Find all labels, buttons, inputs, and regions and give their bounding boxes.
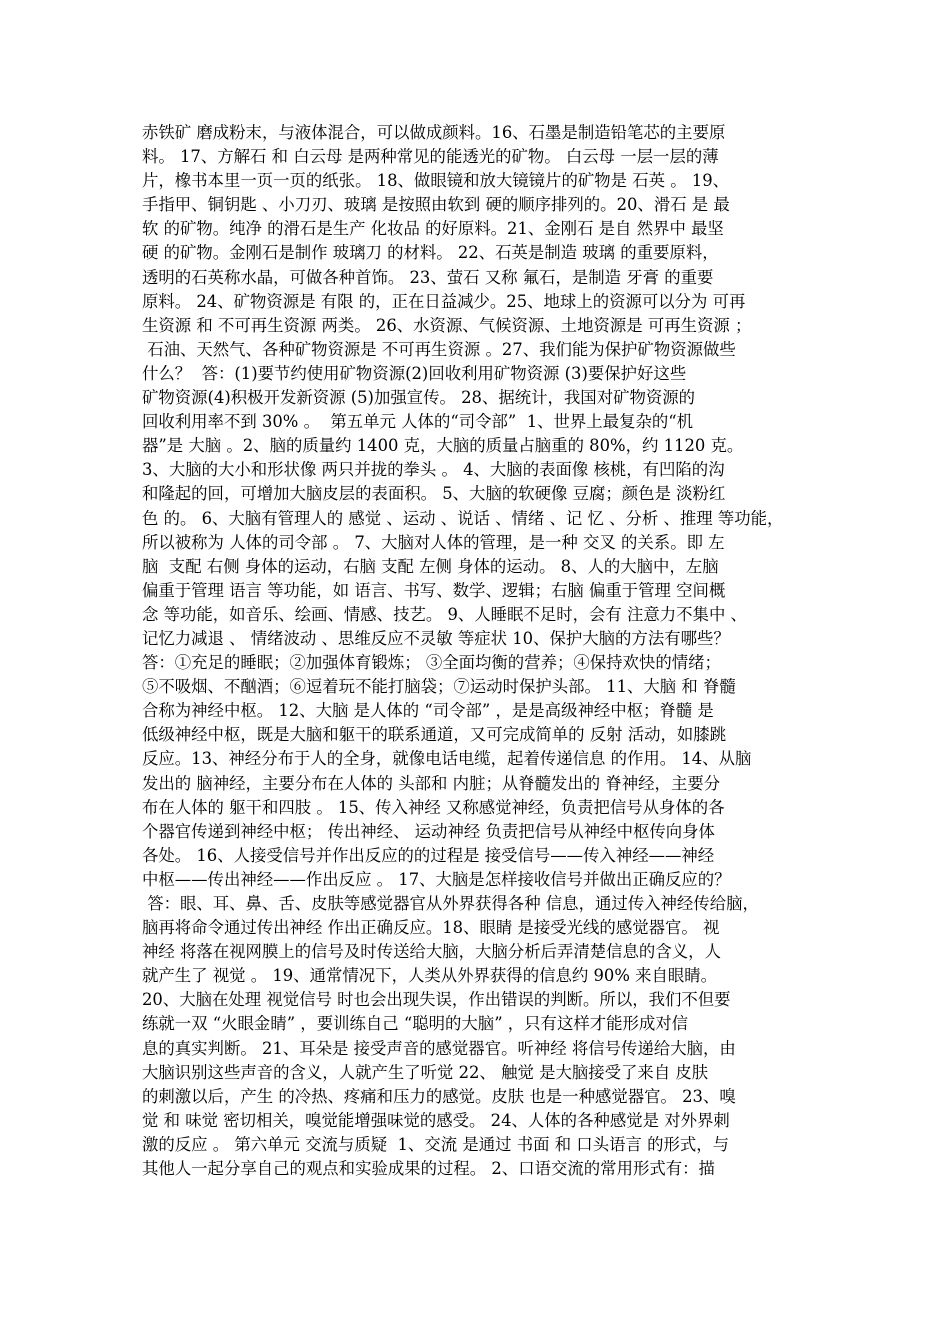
text-line: 记忆力减退 、 情绪波动 、思维反应不灵敏 等症状 10、保护大脑的方法有哪些？ — [142, 628, 730, 648]
text-line: 原料。 24、矿物资源是 有限 的，正在日益减少。25、地球上的资源可以分为 可再 — [142, 291, 746, 311]
text-line: 手指甲、铜钥匙 、小刀刃、玻璃 是按照由软到 硬的顺序排列的。20、滑石 是 最 — [142, 195, 730, 215]
body-text — [142, 121, 814, 1181]
text-line: 发出的 脑神经，主要分布在人体的 头部和 内脏；从脊髓发出的 脊神经，主要分 — [142, 773, 721, 793]
text-line: 个器官传递到神经中枢； 传出神经、 运动神经 负责把信号从神经中枢传向身体 — [142, 821, 715, 841]
text-line: 就产生了 视觉 。 19、通常情况下，人类从外界获得的信息约 90% 来自眼睛。 — [142, 966, 718, 986]
text-line: 生资源 和 不可再生资源 两类。 26、水资源、气候资源、土地资源是 可再生资源 ； — [142, 315, 752, 335]
text-line: 念 等功能，如音乐、绘画、情感、技艺。 9、人睡眠不足时，会有 注意力不集中 、 — [142, 604, 747, 624]
text-line: 软 的矿物。纯净 的滑石是生产 化妆品 的好原料。21、金刚石 是自 然界中 最坚 — [142, 219, 724, 239]
text-line: 脑 支配 右侧 身体的运动，右脑 支配 左侧 身体的运动。 8、人的大脑中，左脑 — [142, 556, 719, 576]
text-line: 合称为神经中枢。 12、大脑 是人体的 “司令部” ，是是高级神经中枢；脊髓 是 — [142, 701, 714, 721]
text-line: 练就一双 “火眼金睛” ，要训练自己 “聪明的大脑” ，只有这样才能形成对信 — [142, 1014, 689, 1034]
text-line: 和隆起的回，可增加大脑皮层的表面积。 5、大脑的软硬像 豆腐；颜色是 淡粉红 — [142, 484, 726, 504]
text-line: ⑤不吸烟、不酗酒；⑥逗着玩不能打脑袋；⑦运动时保护头部。 11、大脑 和 脊髓 — [142, 677, 736, 697]
text-line: 脑再将命令通过传出神经 作出正确反应。18、眼睛 是接受光线的感觉器官。 视 — [142, 918, 720, 938]
text-line: 激的反应 。 第六单元 交流与质疑 1、交流 是通过 书面 和 口头语言 的形式，与 — [142, 1134, 730, 1154]
text-line: 透明的石英称水晶，可做各种首饰。 23、萤石 又称 氟石，是制造 牙膏 的重要 — [142, 267, 714, 287]
text-line: 低级神经中枢，既是大脑和躯干的联系通道，又可完成简单的 反射 活动，如膝跳 — [142, 725, 727, 745]
text-line: 答：①充足的睡眠；②加强体育锻炼； ③全面均衡的营养；④保持欢快的情绪； — [142, 653, 721, 673]
text-line: 神经 将落在视网膜上的信号及时传送给大脑，大脑分析后弄清楚信息的含义，人 — [142, 942, 721, 962]
text-line: 布在人体的 躯干和四肢 。 15、传入神经 又称感觉神经，负责把信号从身体的各 — [142, 797, 725, 817]
text-line: 中枢——传出神经——作出反应 。 17、大脑是怎样接收信号并做出正确反应的？ — [142, 869, 731, 889]
text-line: 器”是 大脑 。2、脑的质量约 1400 克，大脑的质量占脑重的 80%，约 1120 克。 — [142, 436, 744, 456]
text-line: 的刺激以后，产生 的冷热、疼痛和压力的感觉。皮肤 也是一种感觉器官。 23、嗅 — [142, 1086, 736, 1106]
text-line: 答：眼、耳、鼻、舌、皮肤等感觉器官从外界获得各种 信息，通过传入神经传给脑， — [142, 894, 759, 913]
text-line: 大脑识别这些声音的含义，人就产生了听觉 22、 触觉 是大脑接受了来自 皮肤 — [142, 1062, 709, 1082]
text-line: 硬 的矿物。金刚石是制作 玻璃刀 的材料。 22、石英是制造 玻璃 的重要原料， — [142, 243, 719, 263]
text-line: 反应。13、神经分布于人的全身，就像电话电缆，起着传递信息 的作用。 14、从脑 — [142, 749, 752, 769]
text-line: 觉 和 味觉 密切相关，嗅觉能增强味觉的感受。 24、人体的各种感觉是 对外界刺 — [142, 1110, 730, 1130]
text-line: 息的真实判断。 21、耳朵是 接受声音的感觉器官。听神经 将信号传递给大脑，由 — [142, 1038, 736, 1058]
text-line: 赤铁矿 磨成粉末，与液体混合，可以做成颜料。16、石墨是制造铅笔芯的主要原 — [142, 123, 726, 142]
text-line: 3、大脑的大小和形状像 两只并拢的拳头 。 4、大脑的表面像 核桃，有凹陷的沟 — [142, 460, 725, 480]
text-line: 片，橡书本里一页一页的纸张。 18、做眼镜和放大镜镜片的矿物是 石英 。 19、 — [142, 171, 730, 191]
text-line: 回收利用率不到 30% 。 第五单元 人体的“司令部” 1、世界上最复杂的“机 — [142, 412, 694, 432]
text-line: 其他人一起分享自己的观点和实验成果的过程。 2、口语交流的常用形式有：描 — [142, 1159, 715, 1179]
text-line: 料。 17、方解石 和 白云母 是两种常见的能透光的矿物。 白云母 一层一层的薄 — [142, 147, 719, 167]
text-line: 各处。 16、人接受信号并作出反应的的过程是 接受信号——传入神经——神经 — [142, 845, 715, 865]
text-line: 偏重于管理 语言 等功能，如 语言、书写、数学、逻辑；右脑 偏重于管理 空间概 — [142, 580, 726, 600]
text-line: 什么？ 答：(1)要节约使用矿物资源(2)回收利用矿物资源 (3)要保护好这些 — [142, 363, 687, 383]
text-line: 所以被称为 人体的司令部 。 7、大脑对人体的管理，是一种 交叉 的关系。即 左 — [142, 532, 725, 552]
text-line: 20、大脑在处理 视觉信号 时也会出现失误，作出错误的判断。所以，我们不但要 — [142, 990, 731, 1010]
text-line: 色 的。 6、大脑有管理人的 感觉 、运动 、说话 、情绪 、记 忆 、分析 、推理 等功能， — [142, 508, 784, 528]
text-line: 矿物资源(4)积极开发新资源 (5)加强宣传。 28、据统计，我国对矿物资源的 — [142, 388, 696, 408]
text-line: 石油、天然气、各种矿物资源是 不可再生资源 。27、我们能为保护矿物资源做些 — [142, 339, 736, 359]
